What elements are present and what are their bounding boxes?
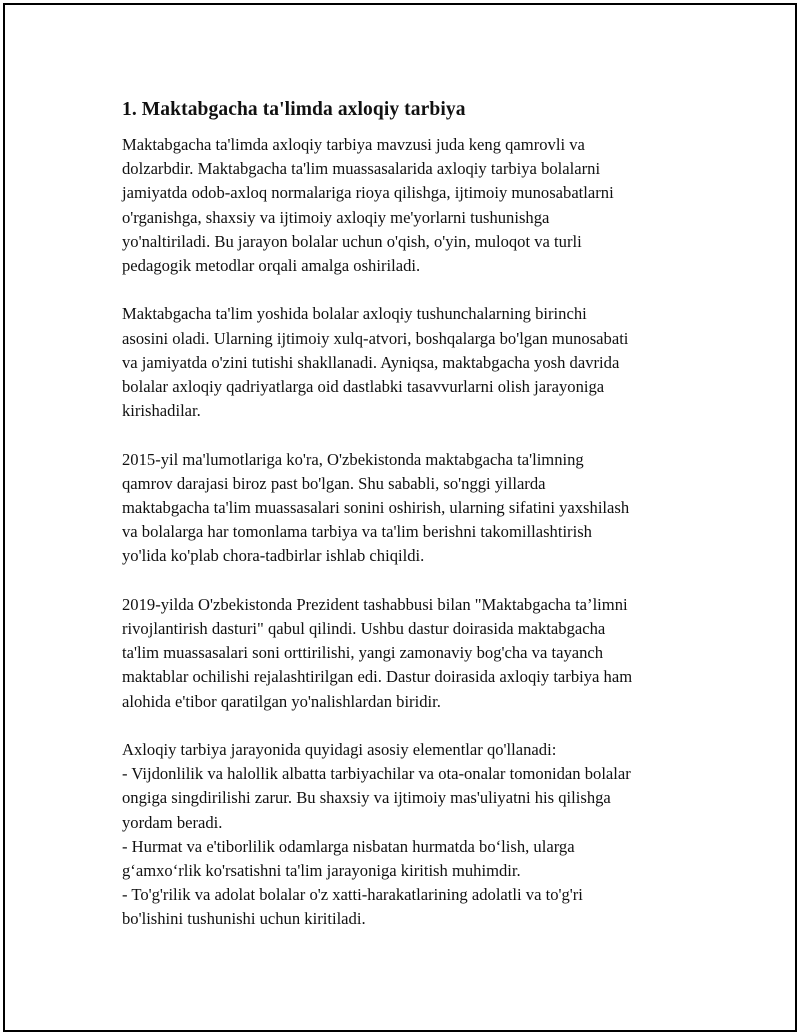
section-title: 1. Maktabgacha ta'limda axloqiy tarbiya <box>122 99 466 120</box>
document-body <box>122 97 704 956</box>
paragraph-2019-program: 2019-yilda O'zbekistonda Prezident tashabbusi bilan "Maktabgacha ta’limni rivojlantirish dasturi" qabul qilindi. Ushbu dastur doirasida maktabgacha ta'lim muassasalari soni orttirilishi, yangi zamonaviy bog'cha va tayanch maktablar ochilishi rejalashtirilgan edi. Dastur doirasida axloqiy tarbiya ham alohida e'tibor qaratilgan yo'nalishlardan biridir. <box>122 594 633 711</box>
paragraph-2015-statistics: 2015-yil ma'lumotlariga ko'ra, O'zbekistonda maktabgacha ta'limning qamrov darajasi biroz past bo'lgan. Shu sababli, so'nggi yillarda maktabgacha ta'lim muassasalari sonini oshirish, ularning sifatini yaxshilash va bolalarga har tomonlama tarbiya va ta'lim berishni takomillashtirish yo'lida ko'plab chora-tadbirlar ishlab chiqildi. <box>122 449 630 566</box>
paragraph-preschool-age: Maktabgacha ta'lim yoshida bolalar axloqiy tushunchalarning birinchi asosini oladi. Ularning ijtimoiy xulq-atvori, boshqalarga bo'lgan munosabati va jamiyatda o'zini tutishi shakllanadi. Ayniqsa, maktabgacha yosh davrida bolalar axloqiy qadriyatlarga oid dastlabki tasavvurlarni olish jarayoniga kirishadilar. <box>122 304 629 421</box>
paragraph-elements-list: Axloqiy tarbiya jarayonida quyidagi asosiy elementlar qo'llanadi: - Vijdonlilik va halollik albatta tarbiyachilar va ota-onalar tomonidan bolalar ongiga singdirilishi zarur. Bu shaxsiy va ijtimoiy mas'uliyatni his qilishga yordam beradi. - Hurmat va e'tiborlilik odamlarga nisbatan hurmatda bo‘lish, ularga g‘amxo‘rlik ko'rsatishni ta'lim jarayoniga kiritish muhimdir. - To'g'rilik va adolat bolalar o'z xatti-harakatlarining adolatli va to'g'ri bo'lishini tushunishi uchun kiritiladi. <box>122 740 631 929</box>
paragraph-intro: Maktabgacha ta'limda axloqiy tarbiya mavzusi juda keng qamrovli va dolzarbdir. Maktabgacha ta'lim muassasalarida axloqiy tarbiya bolalarni jamiyatda odob-axloq normalariga rioya qilishga, ijtimoiy munosabatlarni o'rganishga, shaxsiy va ijtimoiy axloqiy me'yorlarni tushunishga yo'naltiriladi. Bu jarayon bolalar uchun o'qish, o'yin, muloqot va turli pedagogik metodlar orqali amalga oshiriladi. <box>122 135 614 276</box>
page-frame <box>3 3 797 1032</box>
